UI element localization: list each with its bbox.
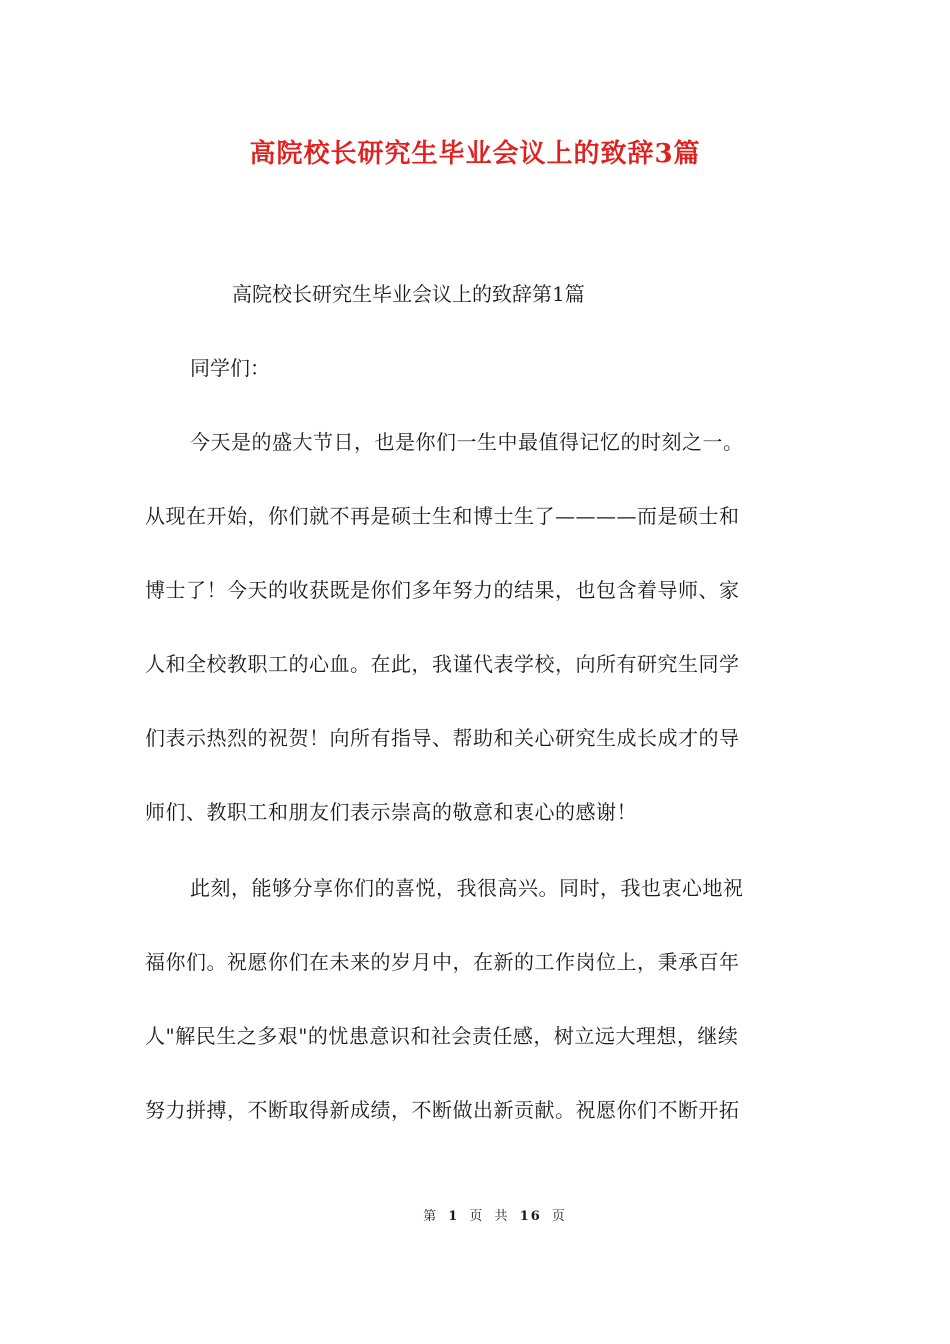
body-line-5: 们表示热烈的祝贺！向所有指导、帮助和关心研究生成长成才的导 [145, 726, 740, 750]
footer-total-pages: 16 [519, 1209, 542, 1224]
body-line-8: 福你们。祝愿你们在未来的岁月中，在新的工作岗位上，秉承百年 [145, 950, 740, 974]
body-line-10: 努力拼搏，不断取得新成绩，不断做出新贡献。祝愿你们不断开拓 [145, 1098, 740, 1122]
footer-current-page: 1 [448, 1209, 460, 1224]
footer-middle: 页 共 [469, 1209, 510, 1224]
body-line-6: 师们、教职工和朋友们表示崇高的敬意和衷心的感谢！ [145, 800, 637, 824]
body-line-1: 今天是的盛大节日，也是你们一生中最值得记忆的时刻之一。 [190, 430, 744, 454]
body-line-2: 从现在开始，你们就不再是硕士生和博士生了————而是硕士和 [145, 504, 740, 528]
footer-suffix: 页 [551, 1209, 567, 1224]
section-subtitle: 高院校长研究生毕业会议上的致辞第1篇 [232, 282, 585, 306]
document-title: 高院校长研究生毕业会议上的致辞3篇 [249, 139, 701, 169]
page-footer [0, 1207, 950, 1227]
body-line-7: 此刻，能够分享你们的喜悦，我很高兴。同时，我也衷心地祝 [190, 876, 744, 900]
body-line-4: 人和全校教职工的心血。在此，我谨代表学校，向所有研究生同学 [145, 652, 740, 676]
greeting-line: 同学们： [190, 356, 270, 380]
body-line-9: 人"解民生之多艰"的忧患意识和社会责任感，树立远大理想，继续 [145, 1024, 739, 1048]
body-line-3: 博士了！今天的收获既是你们多年努力的结果，也包含着导师、家 [145, 578, 740, 602]
footer-prefix: 第 [423, 1209, 439, 1224]
